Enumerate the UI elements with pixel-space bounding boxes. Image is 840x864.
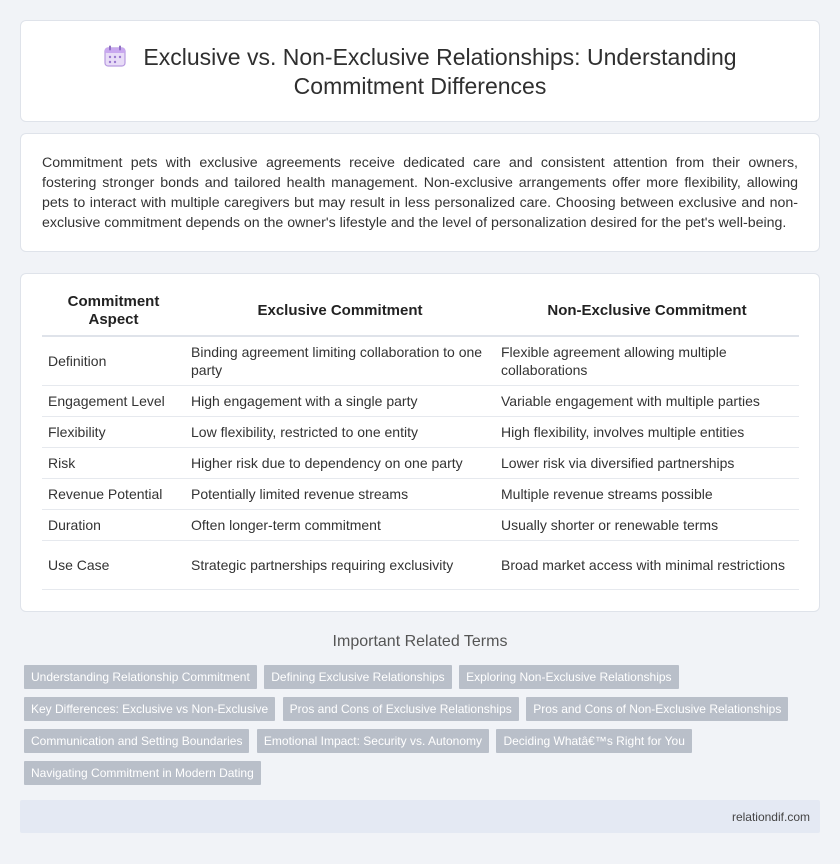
comparison-table xyxy=(42,287,799,590)
cell-non-exclusive: Variable engagement with multiple parties xyxy=(495,386,799,417)
related-tag[interactable]: Understanding Relationship Commitment xyxy=(24,665,257,689)
related-tag[interactable]: Defining Exclusive Relationships xyxy=(264,665,451,689)
cell-aspect: Revenue Potential xyxy=(42,479,185,510)
cell-exclusive: Binding agreement limiting collaboration to one party xyxy=(185,337,495,386)
table-header-row xyxy=(42,287,799,337)
table-row xyxy=(42,510,799,541)
cell-exclusive: Strategic partnerships requiring exclusivity xyxy=(185,541,495,590)
header-aspect: Commitment Aspect xyxy=(42,287,185,337)
cell-aspect: Flexibility xyxy=(42,417,185,448)
table-row xyxy=(42,337,799,386)
cell-non-exclusive: High flexibility, involves multiple entities xyxy=(495,417,799,448)
cell-exclusive: Potentially limited revenue streams xyxy=(185,479,495,510)
cell-aspect: Engagement Level xyxy=(42,386,185,417)
table-row xyxy=(42,479,799,510)
intro-card xyxy=(20,133,820,252)
cell-aspect: Use Case xyxy=(42,541,185,590)
calendar-icon xyxy=(103,44,127,68)
cell-exclusive: High engagement with a single party xyxy=(185,386,495,417)
title-card xyxy=(20,20,820,122)
cell-exclusive: Often longer-term commitment xyxy=(185,510,495,541)
cell-aspect: Risk xyxy=(42,448,185,479)
cell-non-exclusive: Usually shorter or renewable terms xyxy=(495,510,799,541)
cell-non-exclusive: Lower risk via diversified partnerships xyxy=(495,448,799,479)
related-tag[interactable]: Deciding Whatâ€™s Right for You xyxy=(496,729,691,753)
footer xyxy=(20,800,820,833)
page-title: Exclusive vs. Non-Exclusive Relationships: Understanding Commitment Differences xyxy=(143,44,737,99)
page-title-wrap xyxy=(81,43,759,101)
header-exclusive: Exclusive Commitment xyxy=(185,287,495,337)
table-row xyxy=(42,417,799,448)
related-terms-title: Important Related Terms xyxy=(332,633,508,650)
related-tag[interactable]: Key Differences: Exclusive vs Non-Exclusive xyxy=(24,697,275,721)
cell-aspect: Duration xyxy=(42,510,185,541)
cell-non-exclusive: Flexible agreement allowing multiple collaborations xyxy=(495,337,799,386)
related-tag[interactable]: Pros and Cons of Exclusive Relationships xyxy=(283,697,519,721)
related-tag[interactable]: Communication and Setting Boundaries xyxy=(24,729,249,753)
cell-non-exclusive: Broad market access with minimal restrictions xyxy=(495,541,799,590)
related-tag[interactable]: Pros and Cons of Non-Exclusive Relationships xyxy=(526,697,788,721)
related-tag[interactable]: Emotional Impact: Security vs. Autonomy xyxy=(257,729,489,753)
intro-text: Commitment pets with exclusive agreements receive dedicated care and consistent attention from their owners, fostering stronger bonds and tailored health management. Non-exclusive arrangements offer more flexibility, allowing pets to interact with multiple caregivers but may result in less personalized care. Choosing between exclusive and non-exclusive commitment depends on the owner's lifestyle and the level of personalization desired for the pet's well-being. xyxy=(42,155,798,231)
header-non-exclusive: Non-Exclusive Commitment xyxy=(495,287,799,337)
table-row xyxy=(42,448,799,479)
related-tag[interactable]: Navigating Commitment in Modern Dating xyxy=(24,761,261,785)
cell-exclusive: Higher risk due to dependency on one party xyxy=(185,448,495,479)
footer-site[interactable]: relationdif.com xyxy=(731,810,810,824)
cell-non-exclusive: Multiple revenue streams possible xyxy=(495,479,799,510)
cell-aspect: Definition xyxy=(42,337,185,386)
cell-exclusive: Low flexibility, restricted to one entity xyxy=(185,417,495,448)
table-row xyxy=(42,386,799,417)
comparison-card xyxy=(20,273,820,612)
related-tag[interactable]: Exploring Non-Exclusive Relationships xyxy=(459,665,678,689)
related-tags xyxy=(24,665,804,793)
table-row xyxy=(42,541,799,590)
